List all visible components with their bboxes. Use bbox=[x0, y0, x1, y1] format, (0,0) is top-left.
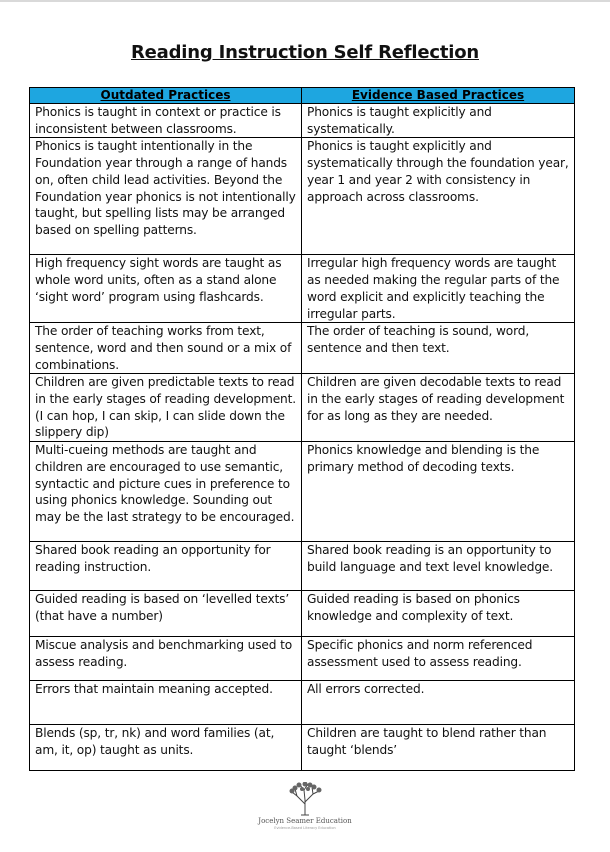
table-row bbox=[30, 681, 575, 725]
evidence-practice-cell: The order of teaching is sound, word, sentence and then text. bbox=[302, 323, 575, 374]
evidence-practice-cell: All errors corrected. bbox=[302, 681, 575, 725]
table-row bbox=[30, 374, 575, 442]
practices-table bbox=[29, 87, 575, 771]
table-row bbox=[30, 138, 575, 255]
table-row bbox=[30, 442, 575, 542]
table-row bbox=[30, 323, 575, 374]
evidence-practice-cell: Children are taught to blend rather than taught ‘blends’ bbox=[302, 725, 575, 771]
footer-brand-name: Jocelyn Seamer Education bbox=[258, 817, 352, 825]
table-row bbox=[30, 591, 575, 637]
table-row bbox=[30, 725, 575, 771]
outdated-practice-cell: Errors that maintain meaning accepted. bbox=[30, 681, 302, 725]
page-top-edge bbox=[0, 0, 610, 2]
outdated-practice-cell: Children are given predictable texts to read in the early stages of reading development. (I can hop, I can skip, I can slide down the slippery dip) bbox=[30, 374, 302, 442]
column-header-outdated: Outdated Practices bbox=[30, 88, 302, 104]
outdated-practice-cell: Blends (sp, tr, nk) and word families (at, am, it, op) taught as units. bbox=[30, 725, 302, 771]
table-row bbox=[30, 104, 575, 138]
evidence-practice-cell: Guided reading is based on phonics knowledge and complexity of text. bbox=[302, 591, 575, 637]
outdated-practice-cell: Guided reading is based on ‘levelled texts’ (that have a number) bbox=[30, 591, 302, 637]
footer-logo bbox=[250, 782, 360, 830]
table-row bbox=[30, 542, 575, 591]
outdated-practice-cell: Phonics is taught in context or practice is inconsistent between classrooms. bbox=[30, 104, 302, 138]
evidence-practice-cell: Specific phonics and norm referenced assessment used to assess reading. bbox=[302, 637, 575, 681]
evidence-practice-cell: Phonics is taught explicitly and systematically. bbox=[302, 104, 575, 138]
evidence-practice-cell: Children are given decodable texts to read in the early stages of reading development for as long as they are needed. bbox=[302, 374, 575, 442]
table-header-row bbox=[30, 88, 575, 104]
outdated-practice-cell: Phonics is taught intentionally in the Foundation year through a range of hands on, often child lead activities. Beyond the Foundation year phonics is not intentionally taught, but spelling lists may be arranged based on spelling patterns. bbox=[30, 138, 302, 255]
page-title: Reading Instruction Self Reflection bbox=[131, 42, 479, 63]
evidence-practice-cell: Phonics is taught explicitly and systematically through the foundation year, year 1 and year 2 with consistency in approach across classrooms. bbox=[302, 138, 575, 255]
evidence-practice-cell: Irregular high frequency words are taught as needed making the regular parts of the word explicit and explicitly teaching the irregular parts. bbox=[302, 255, 575, 323]
tree-icon bbox=[285, 782, 325, 816]
column-header-evidence: Evidence Based Practices bbox=[302, 88, 575, 104]
table-row bbox=[30, 637, 575, 681]
table-row bbox=[30, 255, 575, 323]
outdated-practice-cell: The order of teaching works from text, sentence, word and then sound or a mix of combinations. bbox=[30, 323, 302, 374]
outdated-practice-cell: High frequency sight words are taught as whole word units, often as a stand alone ‘sight word’ program using flashcards. bbox=[30, 255, 302, 323]
evidence-practice-cell: Shared book reading is an opportunity to build language and text level knowledge. bbox=[302, 542, 575, 591]
outdated-practice-cell: Shared book reading an opportunity for reading instruction. bbox=[30, 542, 302, 591]
evidence-practice-cell: Phonics knowledge and blending is the primary method of decoding texts. bbox=[302, 442, 575, 542]
footer-tagline: Evidence-Based Literacy Education bbox=[274, 826, 336, 830]
outdated-practice-cell: Multi-cueing methods are taught and children are encouraged to use semantic, syntactic and picture cues in preference to using phonics knowledge. Sounding out may be the last strategy to be encouraged. bbox=[30, 442, 302, 542]
outdated-practice-cell: Miscue analysis and benchmarking used to assess reading. bbox=[30, 637, 302, 681]
